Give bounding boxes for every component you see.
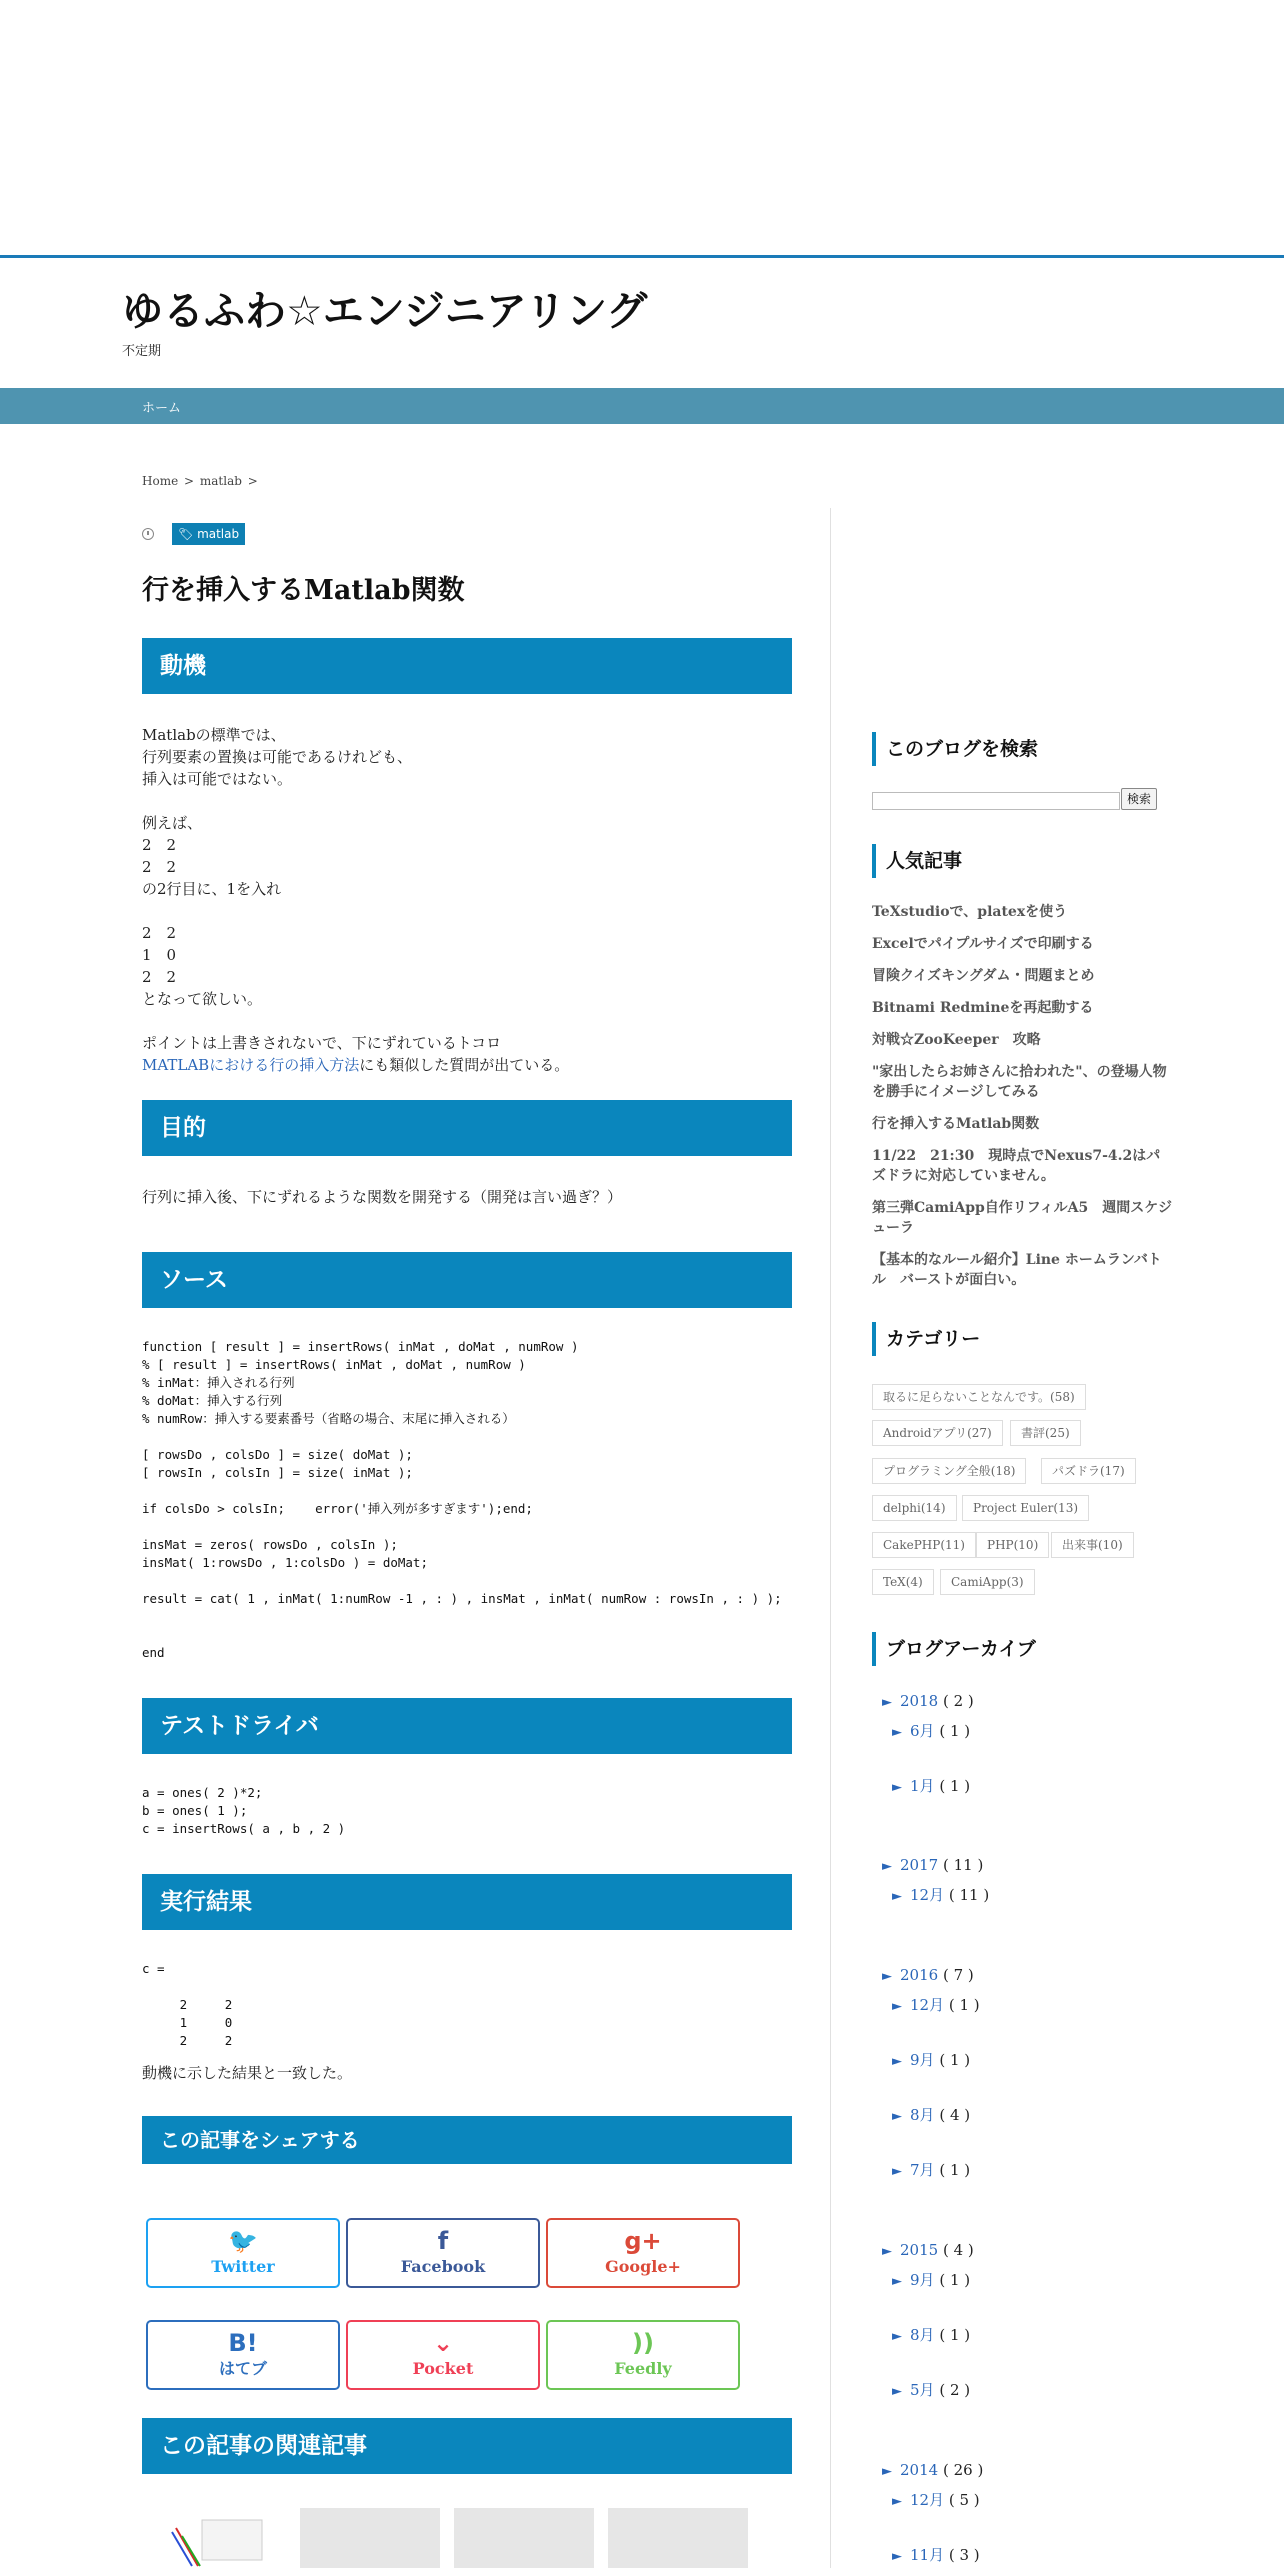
archive-count: ( 2 ) bbox=[939, 2381, 971, 2399]
sidebar-divider bbox=[830, 508, 831, 2568]
motive-link-line bbox=[142, 1054, 569, 1076]
archive-year-item[interactable] bbox=[882, 2461, 983, 2479]
archive-month-item[interactable] bbox=[892, 1720, 970, 1741]
popular-post-link[interactable]: 11/22 21:30 現時点でNexus7-4.2はパズドラに対応していません。 bbox=[872, 1148, 1161, 1184]
popular-post-link[interactable]: 冒険クイズキングダム・問題まとめ bbox=[872, 968, 1095, 984]
expand-triangle-icon[interactable]: ► bbox=[882, 2244, 892, 2259]
archive-month-item[interactable] bbox=[892, 1884, 989, 1905]
source-code: function [ result ] = insertRows( inMat , doMat , numRow ) % [ result ] = insertRows( inMat , doMat , numRow ) % inMat：挿入される行列 % doMat：挿入する行列 % numRow：挿入する要素番号（省略の場合、末尾に挿入される） [ rowsDo , colsDo ] = size( doMat ); [ rowsIn , colsIn ] = size( inMat ); if colsDo > colsIn; error('挿入列が多すぎます');end; insMat = zeros( rowsDo , colsIn ); insMat( 1:rowsDo , 1:colsDo ) = doMat; result = cat( 1 , inMat( 1:numRow -1 , : ) , insMat , inMat( numRow : rowsIn , : ) ); end bbox=[142, 1339, 782, 1660]
archive-month-item[interactable] bbox=[892, 2324, 970, 2345]
share-label: Twitter bbox=[211, 2257, 275, 2276]
archive-month-item[interactable] bbox=[892, 2159, 970, 2180]
archive-month-link[interactable]: 8月 bbox=[910, 2106, 935, 2124]
archive-month-link[interactable]: 1月 bbox=[910, 1777, 935, 1795]
nav-bar bbox=[0, 388, 1284, 424]
archive-month-item[interactable] bbox=[892, 2269, 970, 2290]
breadcrumb bbox=[142, 474, 260, 488]
expand-triangle-icon[interactable]: ► bbox=[892, 2274, 902, 2289]
twitter-icon: 🐦 bbox=[228, 2227, 258, 2255]
archive-year-link[interactable]: 2018 bbox=[900, 1692, 939, 1710]
expand-triangle-icon[interactable]: ► bbox=[882, 1695, 892, 1710]
category-tag[interactable]: 取るに足らないことなんです。(58) bbox=[872, 1384, 1086, 1410]
archive-count: ( 1 ) bbox=[948, 1996, 980, 2014]
category-tag[interactable]: CakePHP(11) bbox=[872, 1532, 976, 1558]
expand-triangle-icon[interactable]: ► bbox=[892, 2494, 902, 2509]
tag-label: matlab bbox=[197, 527, 240, 541]
tag-icon: 🏷 bbox=[178, 527, 198, 541]
pocket-share-button[interactable] bbox=[346, 2320, 540, 2390]
share-label: Feedly bbox=[614, 2359, 672, 2378]
expand-triangle-icon[interactable]: ► bbox=[882, 1859, 892, 1874]
archive-year-item[interactable] bbox=[882, 1856, 983, 1874]
category-tag[interactable]: delphi(14) bbox=[872, 1495, 957, 1521]
archive-month-link[interactable]: 9月 bbox=[910, 2271, 935, 2289]
popular-post-link[interactable]: 行を挿入するMatlab関数 bbox=[872, 1116, 1040, 1132]
hatena-icon: B! bbox=[228, 2329, 258, 2357]
related-thumbnail[interactable] bbox=[608, 2508, 748, 2568]
popular-post-link[interactable]: 第三弾CamiApp自作リフィルA5 週間スケジューラ bbox=[872, 1200, 1172, 1236]
motive-link[interactable]: MATLABにおける行の挿入方法 bbox=[142, 1056, 360, 1074]
archive-count: ( 2 ) bbox=[942, 1692, 974, 1710]
heading-source: ソース bbox=[142, 1252, 792, 1308]
archive-year-link[interactable]: 2016 bbox=[900, 1966, 939, 1984]
popular-widget-title: 人気記事 bbox=[872, 844, 962, 878]
related-thumbnail[interactable] bbox=[454, 2508, 594, 2568]
post-title: 行を挿入するMatlab関数 bbox=[142, 575, 465, 606]
category-tag[interactable]: パズドラ(17) bbox=[1041, 1458, 1136, 1484]
archive-month-link[interactable]: 12月 bbox=[910, 1996, 945, 2014]
header-top-border bbox=[0, 255, 1284, 258]
heading-result: 実行結果 bbox=[142, 1874, 792, 1930]
heading-purpose: 目的 bbox=[142, 1100, 792, 1156]
archive-count: ( 1 ) bbox=[939, 1722, 971, 1740]
search-widget-title: このブログを検索 bbox=[872, 732, 1038, 766]
motive-link-suffix: にも類似した質問が出ている。 bbox=[359, 1056, 570, 1074]
popular-post-link[interactable]: 対戦☆ZooKeeper 攻略 bbox=[872, 1032, 1041, 1048]
popular-post-link[interactable]: 【基本的なルール紹介】Line ホームランバトル バーストが面白い。 bbox=[872, 1252, 1162, 1288]
related-thumbnail[interactable] bbox=[300, 2508, 440, 2568]
archive-year-link[interactable]: 2014 bbox=[900, 2461, 939, 2479]
category-tag[interactable]: 書評(25) bbox=[1010, 1420, 1081, 1446]
archive-count: ( 11 ) bbox=[948, 1886, 990, 1904]
expand-triangle-icon[interactable]: ► bbox=[892, 2054, 902, 2069]
expand-triangle-icon[interactable]: ► bbox=[892, 2549, 902, 2564]
archive-month-item[interactable] bbox=[892, 1775, 970, 1796]
archive-year-item[interactable] bbox=[882, 1692, 974, 1710]
breadcrumb-separator: > bbox=[184, 474, 195, 488]
category-tag[interactable]: Project Euler(13) bbox=[962, 1495, 1089, 1521]
search-input[interactable] bbox=[872, 792, 1120, 810]
popular-post-link[interactable]: Bitnami Redmineを再起動する bbox=[872, 1000, 1094, 1016]
expand-triangle-icon[interactable]: ► bbox=[892, 1889, 902, 1904]
nav-item-home[interactable]: ホーム bbox=[142, 401, 182, 416]
share-label: はてブ bbox=[218, 2359, 267, 2378]
site-title[interactable]: ゆるふわ☆エンジニアリング bbox=[122, 287, 648, 335]
expand-triangle-icon[interactable]: ► bbox=[892, 2329, 902, 2344]
archive-month-item[interactable] bbox=[892, 2379, 970, 2400]
archive-count: ( 1 ) bbox=[939, 2326, 971, 2344]
driver-code: a = ones( 2 )*2; b = ones( 1 ); c = insertRows( a , b , 2 ) bbox=[142, 1785, 346, 1836]
archive-year-link[interactable]: 2015 bbox=[900, 2241, 939, 2259]
archive-count: ( 4 ) bbox=[939, 2106, 971, 2124]
share-label: Pocket bbox=[412, 2359, 474, 2378]
chart-thumbnail-icon bbox=[142, 2508, 282, 2568]
archive-year-item[interactable] bbox=[882, 1966, 974, 1984]
category-tag[interactable]: CamiApp(3) bbox=[940, 1569, 1035, 1595]
expand-triangle-icon[interactable]: ► bbox=[892, 1999, 902, 2014]
expand-triangle-icon[interactable]: ► bbox=[892, 1725, 902, 1740]
heading-share: この記事をシェアする bbox=[142, 2116, 792, 2164]
result-text: 動機に示した結果と一致した。 bbox=[142, 2064, 353, 2082]
archive-count: ( 1 ) bbox=[939, 2051, 971, 2069]
archive-widget-title: ブログアーカイブ bbox=[872, 1632, 1036, 1666]
popular-post-link[interactable]: Excelでパイプルサイズで印刷する bbox=[872, 936, 1094, 952]
motive-text: Matlabの標準では、 行列要素の置換は可能であるけれども、 挿入は可能ではない。 例えば、 2 2 2 2 の2行目に、1を入れ 2 2 1 0 2 2 となって欲しい。 ポイントは上書きされないで、下にずれているトコロ bbox=[142, 726, 502, 1052]
expand-triangle-icon[interactable]: ► bbox=[892, 2109, 902, 2124]
archive-month-link[interactable]: 12月 bbox=[910, 2491, 945, 2509]
facebook-icon: f bbox=[437, 2227, 449, 2255]
google-plus-icon: g+ bbox=[624, 2227, 662, 2255]
result-code: c = 2 2 1 0 2 2 bbox=[142, 1961, 233, 2048]
facebook-share-button[interactable] bbox=[346, 2218, 540, 2288]
heading-driver: テストドライバ bbox=[142, 1698, 792, 1754]
purpose-text: 行列に挿入後、下にずれるような関数を開発する（開発は言い過ぎ？） bbox=[142, 1188, 623, 1206]
archive-month-link[interactable]: 7月 bbox=[910, 2161, 935, 2179]
search-button[interactable]: 検索 bbox=[1121, 788, 1157, 810]
related-thumbnail[interactable] bbox=[142, 2508, 282, 2568]
archive-count: ( 1 ) bbox=[939, 2161, 971, 2179]
archive-month-link[interactable]: 8月 bbox=[910, 2326, 935, 2344]
archive-year-item[interactable] bbox=[882, 2241, 974, 2259]
archive-month-link[interactable]: 6月 bbox=[910, 1722, 935, 1740]
tag-badge[interactable] bbox=[172, 523, 245, 545]
archive-count: ( 1 ) bbox=[939, 2271, 971, 2289]
heading-motive: 動機 bbox=[142, 638, 792, 694]
feedly-share-button[interactable] bbox=[546, 2320, 740, 2390]
google-plus-share-button[interactable] bbox=[546, 2218, 740, 2288]
twitter-share-button[interactable] bbox=[146, 2218, 340, 2288]
archive-month-item[interactable] bbox=[892, 2049, 970, 2070]
site-description: 不定期 bbox=[122, 344, 162, 359]
category-tag[interactable]: TeX(4) bbox=[872, 1569, 934, 1595]
archive-count: ( 1 ) bbox=[939, 1777, 971, 1795]
category-widget-title: カテゴリー bbox=[872, 1322, 980, 1356]
archive-count: ( 11 ) bbox=[942, 1856, 984, 1874]
breadcrumb-home[interactable]: Home bbox=[142, 474, 179, 488]
archive-month-item[interactable] bbox=[892, 2544, 980, 2565]
pocket-icon: ⌄ bbox=[432, 2329, 454, 2357]
expand-triangle-icon[interactable]: ► bbox=[892, 2384, 902, 2399]
category-tag[interactable]: PHP(10) bbox=[976, 1532, 1049, 1558]
archive-month-link[interactable]: 11月 bbox=[910, 2546, 945, 2564]
popular-post-link[interactable]: TeXstudioで、platexを使う bbox=[872, 904, 1068, 920]
expand-triangle-icon[interactable]: ► bbox=[892, 1780, 902, 1795]
popular-post-link[interactable]: "家出したらお姉さんに拾われた"、の登場人物を勝手にイメージしてみる bbox=[872, 1064, 1167, 1100]
feedly-icon: )) bbox=[632, 2329, 654, 2357]
category-tag[interactable]: プログラミング全般(18) bbox=[872, 1458, 1026, 1484]
archive-count: ( 26 ) bbox=[942, 2461, 984, 2479]
archive-month-link[interactable]: 9月 bbox=[910, 2051, 935, 2069]
archive-month-link[interactable]: 5月 bbox=[910, 2381, 935, 2399]
breadcrumb-category[interactable]: matlab bbox=[199, 474, 242, 488]
archive-count: ( 5 ) bbox=[948, 2491, 980, 2509]
archive-count: ( 3 ) bbox=[948, 2546, 980, 2564]
category-tag[interactable]: 出来事(10) bbox=[1051, 1532, 1134, 1558]
archive-month-item[interactable] bbox=[892, 2104, 970, 2125]
expand-triangle-icon[interactable]: ► bbox=[892, 2164, 902, 2179]
category-tag[interactable]: Androidアプリ(27) bbox=[872, 1420, 1003, 1446]
breadcrumb-separator: > bbox=[247, 474, 258, 488]
expand-triangle-icon[interactable]: ► bbox=[882, 2464, 892, 2479]
clock-icon bbox=[142, 528, 154, 540]
expand-triangle-icon[interactable]: ► bbox=[882, 1969, 892, 1984]
heading-related: この記事の関連記事 bbox=[142, 2418, 792, 2474]
archive-count: ( 7 ) bbox=[942, 1966, 974, 1984]
archive-month-item[interactable] bbox=[892, 1994, 980, 2015]
archive-month-item[interactable] bbox=[892, 2489, 980, 2510]
archive-year-link[interactable]: 2017 bbox=[900, 1856, 939, 1874]
share-label: Facebook bbox=[400, 2257, 486, 2276]
share-label: Google+ bbox=[605, 2257, 681, 2276]
archive-month-link[interactable]: 12月 bbox=[910, 1886, 945, 1904]
archive-count: ( 4 ) bbox=[942, 2241, 974, 2259]
hatena-share-button[interactable] bbox=[146, 2320, 340, 2390]
